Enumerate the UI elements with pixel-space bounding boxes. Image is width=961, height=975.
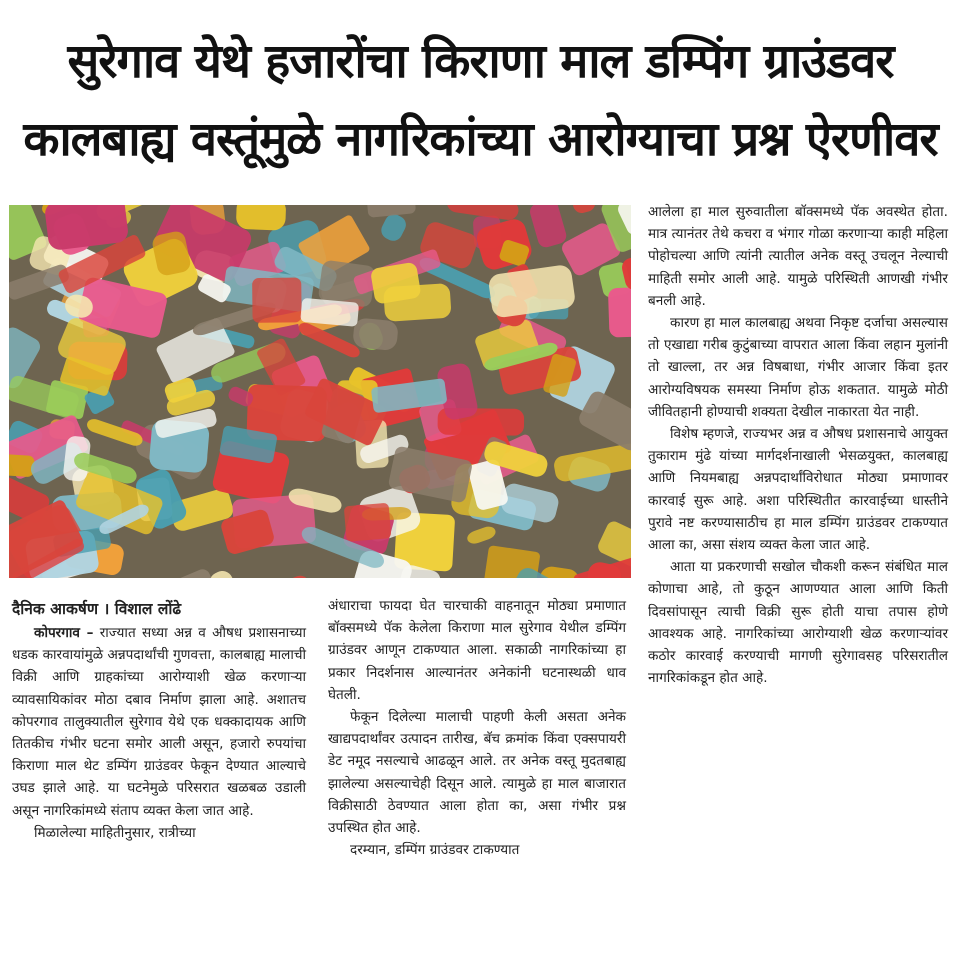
packet-shape: [344, 503, 392, 542]
article-column-3: [648, 201, 948, 689]
dumped-grocery-packets-photo-icon: [9, 205, 631, 578]
headline-line-1: सुरेगाव येथे हजारोंचा किराणा माल डम्पिंग ग्राउंडवर: [67, 34, 894, 89]
packet-shape: [300, 298, 359, 327]
article-paragraph: आलेला हा माल सुरुवातीला बॉक्समध्ये पॅक अवस्थेत होता. मात्र त्यानंतर तेथे कचरा व भंगार गोळा करणाऱ्या काही महिला पोहोचल्या आणि त्यांनी त्यातील अनेक वस्तू उचलून नेल्याची माहिती समोर आली आहे. यामुळे परिस्थिती आणखी गंभीर बनली आहे.: [648, 204, 948, 309]
packet-shape: [236, 205, 287, 231]
article-paragraph: आता या प्रकरणाची सखोल चौकशी करून संबंधित माल कोणाचा आहे, तो कुठून आणण्यात आला आणि किती दिवसांपासून त्याची विक्री सुरू होती याचा तपास होणे आवश्यक आहे. नागरिकांच्या आरोग्याशी खेळ करणाऱ्यांवर कठोर कारवाई करण्याची मागणी सुरेगावसह परिसरातील नागरिकांकडून होत आहे.: [648, 559, 948, 687]
packet-shape: [608, 286, 631, 338]
article-column-1: [12, 598, 306, 844]
packet-shape: [370, 262, 422, 305]
article-paragraph: दरम्यान, डम्पिंग ग्राउंडवर टाकण्यात: [350, 842, 520, 859]
article-paragraph: फेकून दिलेल्या मालाची पाहणी केली असता अनेक खाद्यपदार्थांवर उत्पादन तारीख, बॅच क्रमांक किंवा एक्सपायरी डेट नमूद नसल्याचे आढळून आले. तर अनेक वस्तू मुदतबाह्य झालेल्या असल्याचेही दिसून आले. त्यामुळे हा माल बाजारात विक्रीसाठी ठेवण्यात आला होता का, असा गंभीर प्रश्न उपस्थित होत आहे.: [328, 709, 626, 837]
article-paragraph: [12, 622, 306, 822]
article-paragraph: मिळालेल्या माहितीनुसार, रात्रीच्या: [34, 824, 196, 841]
paragraph-text: राज्यात सध्या अन्न व औषध प्रशासनाच्या धडक कारवायांमुळे अन्नपदार्थांची गुणवत्ता, कालबाह्य मालाची विक्री आणि ग्राहकांच्या आरोग्याशी खेळ करणाऱ्या व्यावसायिकांवर मोठा दबाव निर्माण झाला आहे. अशातच कोपरगाव तालुक्यातील सुरेगाव येथे एक धक्कादायक आणि तितकीच गंभीर घटना समोर आली असून, हजारो रुपयांचा किराणा माल थेट डम्पिंग ग्राउंडवर फेकून देण्यात आल्याचे उघड झाले आहे. या घटनेमुळे परिसरात खळबळ उडाली असून नागरिकांमध्ये संताप व्यक्त केला जात आहे.: [12, 625, 306, 819]
article-paragraph: अंधाराचा फायदा घेत चारचाकी वाहनातून मोठ्या प्रमाणात बॉक्समध्ये पॅक केलेला किराणा माल सुरेगाव येथील डम्पिंग ग्राउंडवर आणून टाकण्यात आला. सकाळी नागरिकांच्या हा प्रकार निदर्शनास आल्यानंतर अनेकांनी घटनास्थळी धाव घेतली.: [328, 598, 626, 703]
byline: दैनिक आकर्षण । विशाल लोंढे: [12, 600, 182, 618]
news-photo: [9, 205, 631, 578]
article-paragraph: कारण हा माल कालबाह्य अथवा निकृष्ट दर्जाचा असल्यास तो एखाद्या गरीब कुटुंबाच्या वापरात आला किंवा लहान मुलांनी तो खाल्ला, तर अन्न विषबाधा, गंभीर आजार किंवा इतर आरोग्यविषयक समस्या निर्माण होऊ शकतात. यामुळे मोठी जीवितहानी होण्याची शक्यता देखील नाकारता येत नाही.: [648, 315, 948, 420]
packet-shape: [9, 453, 35, 477]
headline-line-2: कालबाह्य वस्तूंमुळे नागरिकांच्या आरोग्याचा प्रश्न ऐरणीवर: [23, 112, 938, 167]
packet-shape: [352, 317, 399, 351]
article-paragraph: विशेष म्हणजे, राज्यभर अन्न व औषध प्रशासनाचे आयुक्त तुकाराम मुंढे यांच्या मार्गदर्शनाखाली भेसळयुक्त, कालबाह्य आणि नियमबाह्य अन्नपदार्थांविरोधात मोठ्या प्रमाणावर कारवाई सुरू आहे. अशा परिस्थितीत कारवाईच्या धास्तीने पुरावे नष्ट करण्यासाठीच हा माल डम्पिंग ग्राउंडवर टाकण्यात आला का, असा संशय व्यक्त केला जात आहे.: [648, 426, 948, 554]
article-column-2: [328, 595, 626, 861]
dateline: कोपरगाव –: [34, 625, 94, 641]
packet-shape: [252, 278, 302, 323]
